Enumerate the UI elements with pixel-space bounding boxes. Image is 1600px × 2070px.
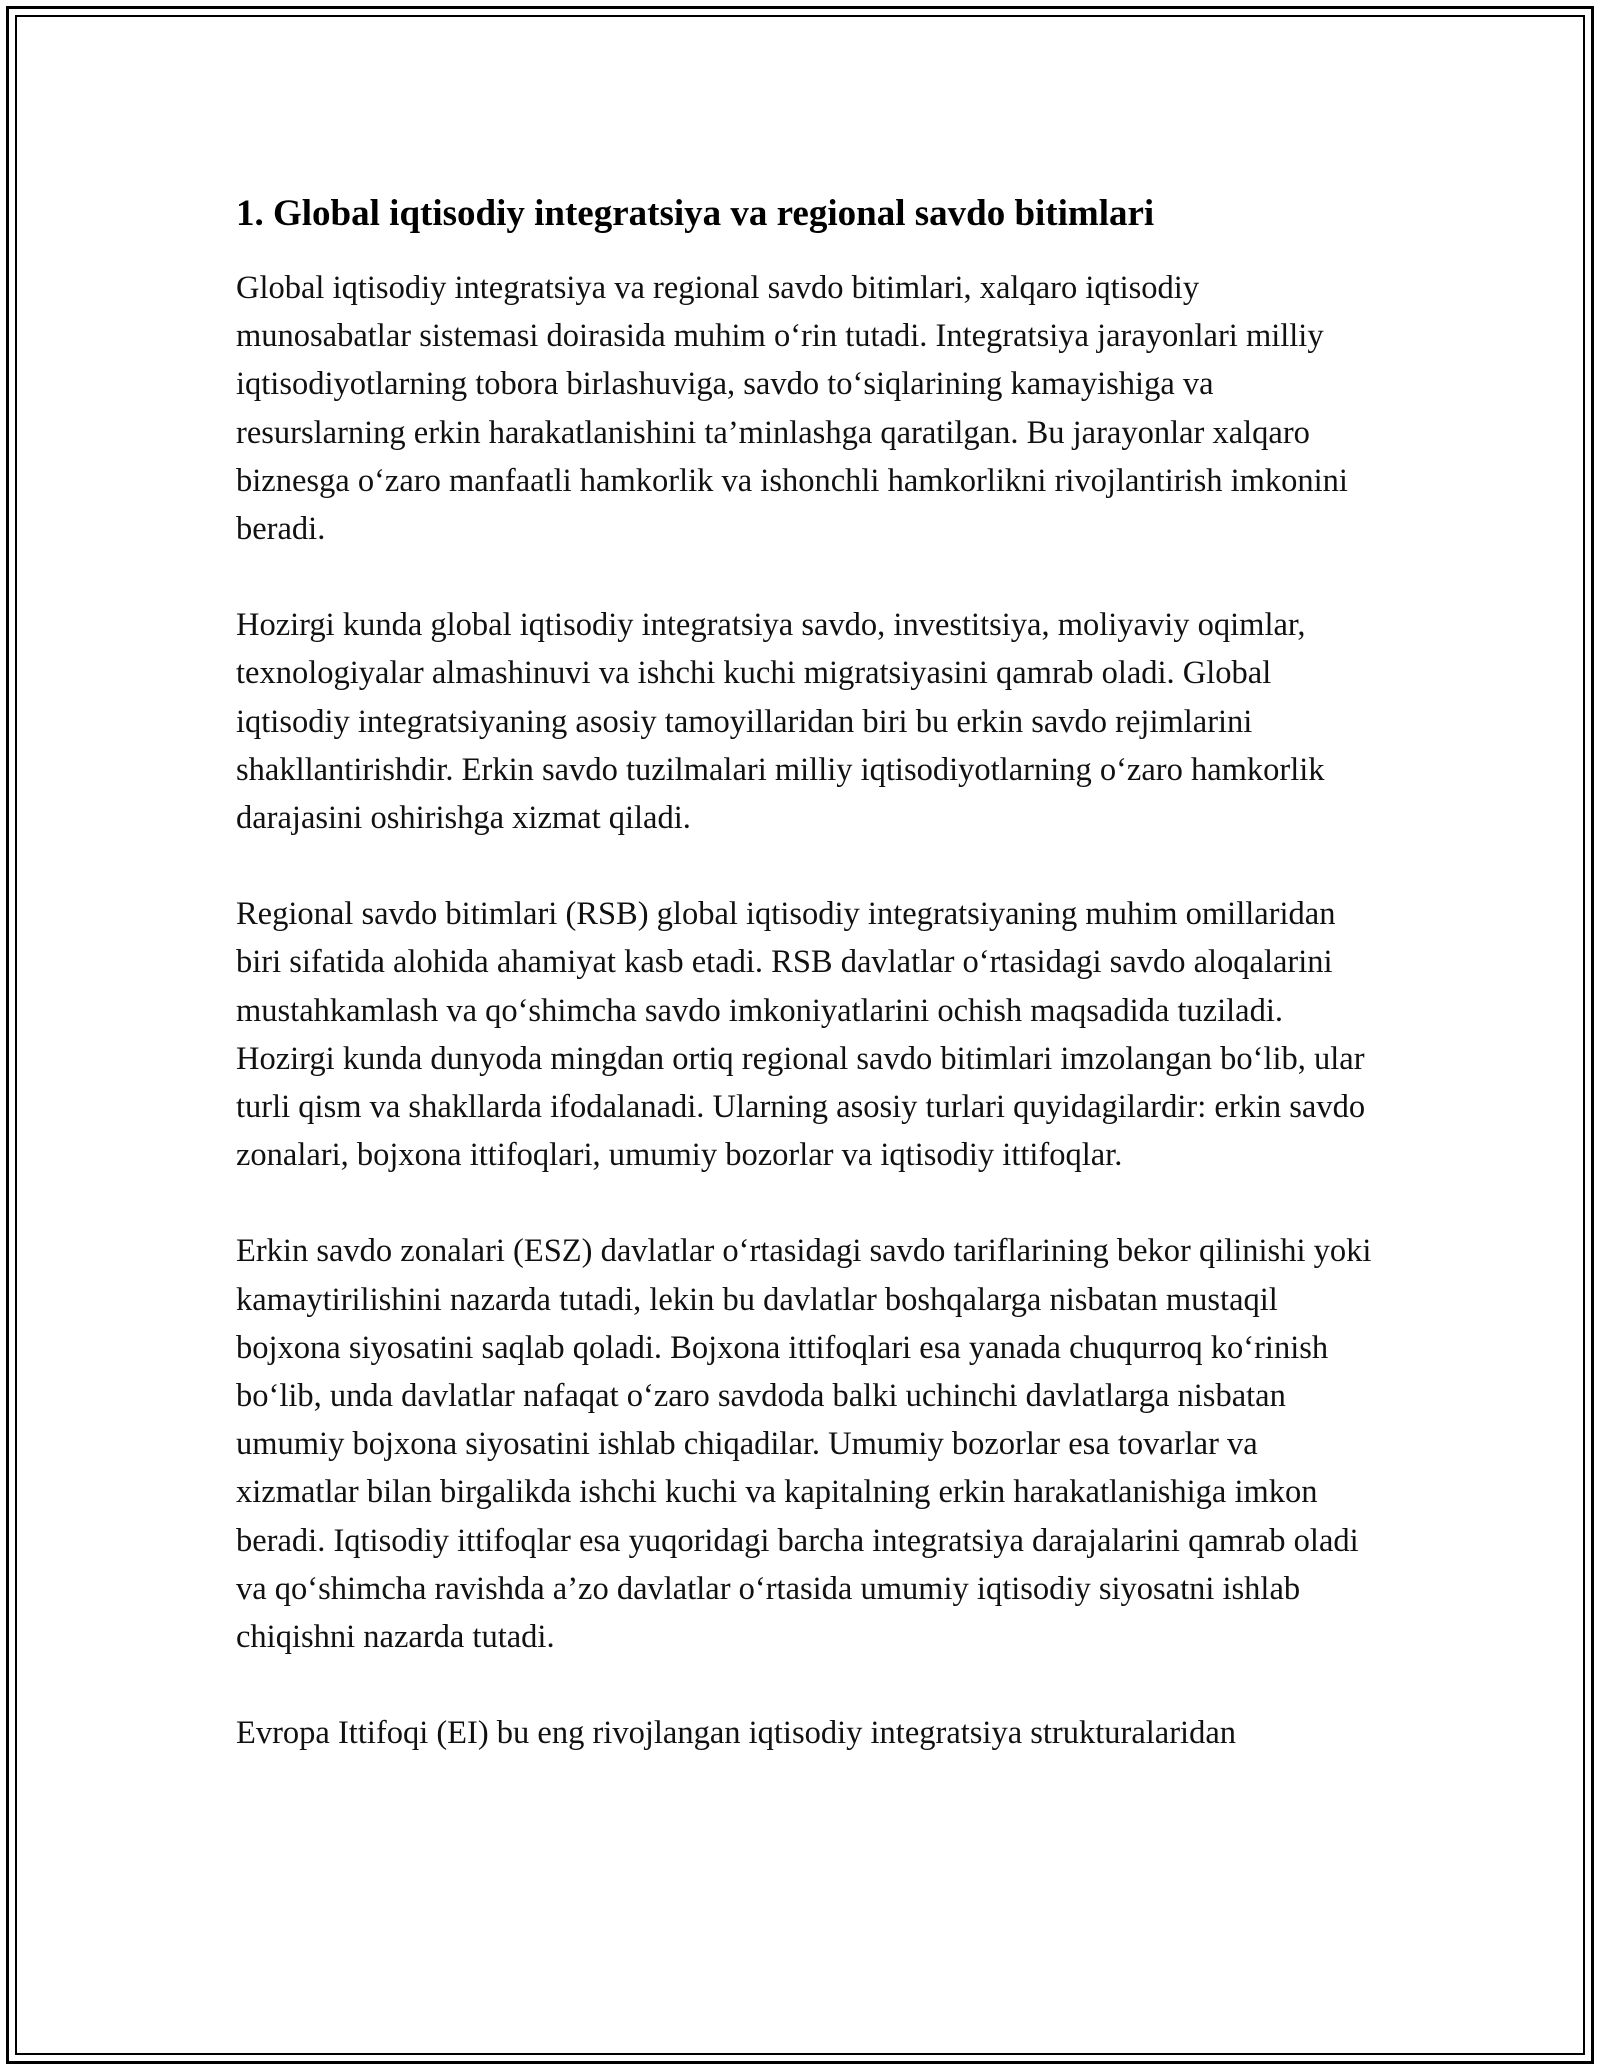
paragraph-2: Hozirgi kunda global iqtisodiy integratsiya savdo, investitsiya, moliyaviy oqimlar, texnologiyalar almashinuvi va ishchi kuchi migratsiyasini qamrab oladi. Global iqtisodiy integratsiyaning asosiy tamoyillaridan biri bu erkin savdo rejimlarini shakllantirishdir. Erkin savdo tuzilmalari milliy iqtisodiyotlarning o‘zaro hamkorlik darajasini oshirishga xizmat qiladi. [236, 607, 1325, 837]
section-heading: 1. Global iqtisodiy integratsiya va regional savdo bitimlari [236, 193, 1155, 234]
paragraph-3: Regional savdo bitimlari (RSB) global iqtisodiy integratsiyaning muhim omillaridan biri sifatida alohida ahamiyat kasb etadi. RSB davlatlar o‘rtasidagi savdo aloqalarini mustahkamlash va qo‘shimcha savdo imkoniyatlarini ochish maqsadida tuziladi. Hozirgi kunda dunyoda mingdan ortiq regional savdo bitimlari imzolangan bo‘lib, ular turli qism va shakllarda ifodalanadi. Ularning asosiy turlari quyidagilardir: erkin savdo zonalari, bojxona ittifoqlari, umumiy bozorlar va iqtisodiy ittifoqlar. [236, 896, 1366, 1174]
document-content [236, 186, 1381, 1805]
paragraph-4: Erkin savdo zonalari (ESZ) davlatlar o‘rtasidagi savdo tariflarining bekor qilinishi yoki kamaytirilishini nazarda tutadi, lekin bu davlatlar boshqalarga nisbatan mustaqil bojxona siyosatini saqlab qoladi. Bojxona ittifoqlari esa yanada chuqurroq ko‘rinish bo‘lib, unda davlatlar nafaqat o‘zaro savdoda balki uchinchi davlatlarga nisbatan umumiy bojxona siyosatini ishlab chiqadilar. Umumiy bozorlar esa tovarlar va xizmatlar bilan birgalikda ishchi kuchi va kapitalning erkin harakatlanishiga imkon beradi. Iqtisodiy ittifoqlar esa yuqoridagi barcha integratsiya darajalarini qamrab oladi va qo‘shimcha ravishda a’zo davlatlar o‘rtasida umumiy iqtisodiy siyosatni ishlab chiqishni nazarda tutadi. [236, 1233, 1372, 1656]
paragraph-1: Global iqtisodiy integratsiya va regional savdo bitimlari, xalqaro iqtisodiy munosabatlar sistemasi doirasida muhim o‘rin tutadi. Integratsiya jarayonlari milliy iqtisodiyotlarning tobora birlashuviga, savdo to‘siqlarining kamayishiga va resurslarning erkin harakatlanishini ta’minlashga qaratilgan. Bu jarayonlar xalqaro biznesga o‘zaro manfaatli hamkorlik va ishonchli hamkorlikni rivojlantirish imkonini beradi. [236, 270, 1348, 548]
paragraph-5: Evropa Ittifoqi (EI) bu eng rivojlangan iqtisodiy integratsiya strukturalaridan [236, 1715, 1237, 1752]
